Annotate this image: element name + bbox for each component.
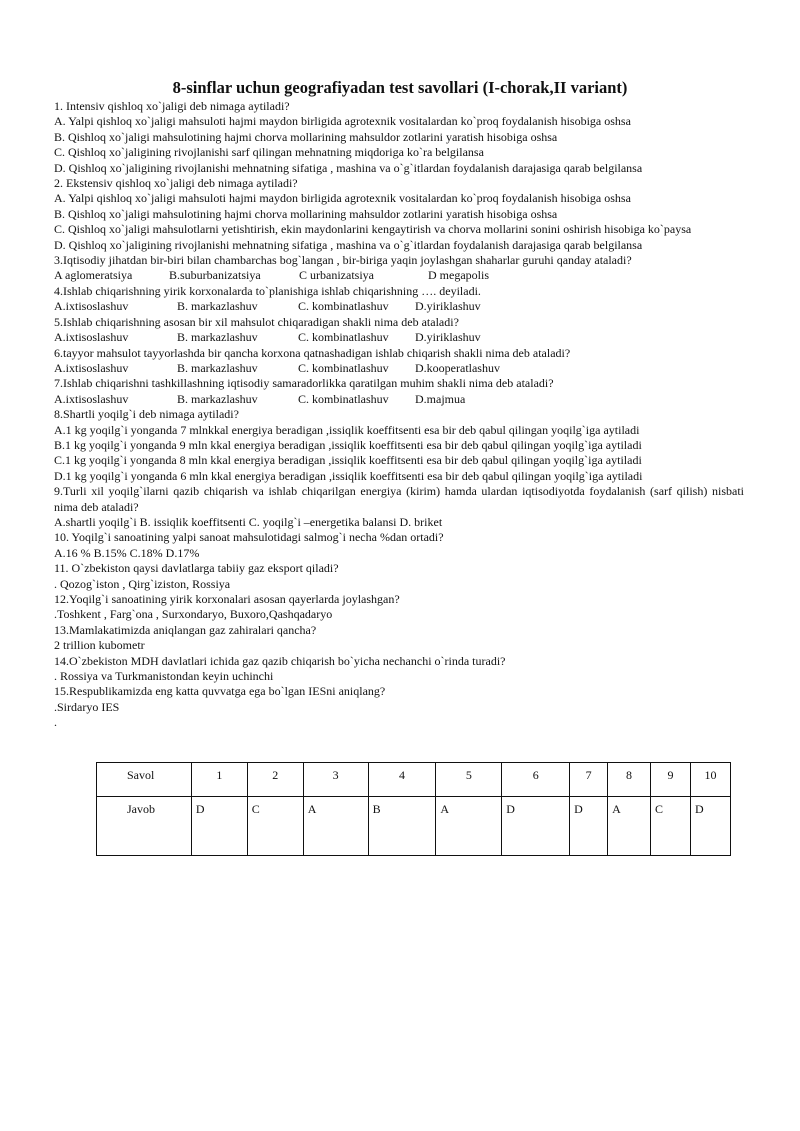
option: B.suburbanizatsiya	[169, 268, 261, 283]
question-14-answer: . Rossiya va Turkmanistondan keyin uchinchi	[54, 669, 274, 684]
answer-cell: C	[247, 797, 303, 856]
question-7: 7.Ishlab chiqarishni tashkillashning iqtisodiy samaradorlikka qaratilgan muhim shakli nima deb ataladi?	[54, 376, 554, 391]
question-number-cell: 5	[436, 763, 502, 797]
option: B. markazlashuv	[177, 330, 258, 345]
option: D.yiriklashuv	[415, 330, 481, 345]
question-8-option-c: C.1 kg yoqilg`i yonganda 8 mln kkal energiya beradigan ,issiqlik koeffitsenti esa bir deb qabul qilingan yoqilg`iga aytiladi	[54, 453, 642, 468]
question-10-options: A.16 % B.15% C.18% D.17%	[54, 545, 200, 560]
row-label-savol: Savol	[97, 763, 192, 797]
question-number-cell: 9	[651, 763, 691, 797]
answer-cell: A	[436, 797, 502, 856]
option: D.kooperatlashuv	[415, 360, 500, 375]
question-list	[54, 99, 744, 731]
question-13-answer: 2 trillion kubometr	[54, 638, 145, 653]
question-2-option-a: A. Yalpi qishloq xo`jaligi mahsuloti hajmi maydon birligida agrotexnik vositalardan ko`proq foydalanish hisobiga oshsa	[54, 191, 631, 206]
option: B. markazlashuv	[177, 360, 258, 375]
option: A.ixtisoslashuv	[54, 391, 129, 406]
question-number-cell: 8	[608, 763, 651, 797]
question-number-cell: 7	[570, 763, 608, 797]
question-8: 8.Shartli yoqilg`i deb nimaga aytiladi?	[54, 407, 239, 422]
question-1-option-b: B. Qishloq xo`jaligi mahsulotining hajmi chorva mollarining mahsuldor zotlarini yaratish hisobiga oshsa	[54, 129, 558, 144]
option: A.ixtisoslashuv	[54, 299, 129, 314]
option: A.ixtisoslashuv	[54, 360, 129, 375]
option: D.majmua	[415, 391, 466, 406]
answer-key-table	[96, 762, 731, 856]
question-2-option-b: B. Qishloq xo`jaligi mahsulotining hajmi chorva mollarining mahsuldor zotlarini yaratish hisobiga oshsa	[54, 206, 558, 221]
question-number-cell: 4	[368, 763, 436, 797]
question-12: 12.Yoqilg`i sanoatining yirik korxonalari asosan qayerlarda joylashgan?	[54, 592, 400, 606]
question-2-option-c: C. Qishloq xo`jaligi mahsulotlarni yetishtirish, ekin maydonlarini kengaytirish va chorva mollarini sonini oshirish hisobiga ko`paysa	[54, 222, 692, 237]
option: C. kombinatlashuv	[298, 360, 389, 375]
answer-cell: D	[690, 797, 730, 856]
question-9-options: A.shartli yoqilg`i B. issiqlik koeffitsenti C. yoqilg`i –energetika balansi D. briket	[54, 514, 443, 529]
question-13: 13.Mamlakatimizda aniqlangan gaz zahiralari qancha?	[54, 622, 317, 637]
question-4: 4.Ishlab chiqarishning yirik korxonalarda to`planishiga ishlab chiqarishning …. deyiladi.	[54, 283, 481, 298]
question-10: 10. Yoqilg`i sanoatining yalpi sanoat mahsulotidagi salmog`i necha %dan ortadi?	[54, 530, 444, 545]
question-8-option-a: A.1 kg yoqilg`i yonganda 7 mlnkkal energiya beradigan ,issiqlik koeffitsenti esa bir deb qabul qilingan yoqilg`iga aytiladi	[54, 422, 640, 437]
option: C urbanizatsiya	[299, 268, 374, 283]
question-1-option-a: A. Yalpi qishloq xo`jaligi mahsuloti hajmi maydon birligida agrotexnik vositalardan ko`proq foydalanish hisobiga oshsa	[54, 114, 631, 129]
question-1-option-c: C. Qishloq xo`jaligining rivojlanishi sarf qilingan mehnatning miqdoriga ko`ra belgilansa	[54, 145, 484, 160]
question-7-options	[54, 392, 744, 407]
question-6-options	[54, 361, 744, 376]
question-number-cell: 10	[690, 763, 730, 797]
answer-cell: A	[608, 797, 651, 856]
question-8-option-b: B.1 kg yoqilg`i yonganda 9 mln kkal energiya beradigan ,issiqlik koeffitsenti esa bir deb qabul qilingan yoqilg`iga aytiladi	[54, 437, 642, 452]
option: B. markazlashuv	[177, 391, 258, 406]
answer-cell: D	[570, 797, 608, 856]
option: C. kombinatlashuv	[298, 299, 389, 314]
question-number-cell: 3	[303, 763, 368, 797]
question-3: 3.Iqtisodiy jihatdan bir-biri bilan chambarchas bog`langan , bir-biriga yaqin joylashgan shaharlar guruhi qanday ataladi?	[54, 253, 632, 268]
question-2-option-d: D. Qishloq xo`jaligining rivojlanishi mehnatning sifatiga , mashina va o`g`itlardan foydalanish darajasiga qarab belgilansa	[54, 237, 643, 252]
question-number-cell: 6	[502, 763, 570, 797]
question-14: 14.O`zbekiston MDH davlatlari ichida gaz qazib chiqarish bo`yicha nechanchi o`rinda turadi?	[54, 653, 506, 668]
answer-cell: D	[191, 797, 247, 856]
option: D megapolis	[428, 268, 489, 283]
question-number-cell: 2	[247, 763, 303, 797]
question-number-row	[97, 763, 731, 797]
question-5-options	[54, 330, 744, 345]
question-1-option-d: D. Qishloq xo`jaligining rivojlanishi mehnatning sifatiga , mashina va o`g`itlardan foydalanish darajasiga qarab belgilansa	[54, 160, 643, 175]
question-6: 6.tayyor mahsulot tayyorlashda bir qancha korxona qatnashadigan ishlab chiqarish shakli nima deb ataladi?	[54, 345, 571, 360]
question-11: 11. O`zbekiston qaysi davlatlarga tabiiy gaz eksport qiladi?	[54, 561, 339, 576]
document-title: 8-sinflar uchun geografiyadan test savollari (I-chorak,II variant)	[172, 78, 628, 97]
answer-cell: C	[651, 797, 691, 856]
question-3-options	[54, 268, 744, 283]
question-5: 5.Ishlab chiqarishning asosan bir xil mahsulot chiqaradigan shakli nima deb ataladi?	[54, 314, 459, 329]
question-2: 2. Ekstensiv qishloq xo`jaligi deb nimaga aytiladi?	[54, 176, 298, 191]
option: B. markazlashuv	[177, 299, 258, 314]
question-15-answer: .Sirdaryo IES	[54, 699, 120, 714]
question-8-option-d: D.1 kg yoqilg`i yonganda 6 mln kkal energiya beradigan ,issiqlik koeffitsenti esa bir deb qabul qilingan yoqilg`iga aytiladi	[54, 468, 643, 483]
question-4-options	[54, 299, 744, 314]
option: A aglomeratsiya	[54, 268, 133, 283]
trailing-dot: .	[54, 715, 57, 730]
question-12-answer: .Toshkent , Farg`ona , Surxondaryo, Buxoro,Qashqadaryo	[54, 607, 333, 622]
answer-row	[97, 797, 731, 856]
question-11-answer: . Qozog`iston , Qirg`iziston, Rossiya	[54, 576, 231, 591]
question-1: 1. Intensiv qishloq xo`jaligi deb nimaga aytiladi?	[54, 99, 290, 113]
option: C. kombinatlashuv	[298, 330, 389, 345]
question-15: 15.Respublikamizda eng katta quvvatga ega bo`lgan IESni aniqlang?	[54, 684, 386, 699]
row-label-javob: Javob	[97, 797, 192, 856]
question-9: 9.Turli xil yoqilg`ilarni qazib chiqarish va ishlab chiqarilgan energiya (kirim) hamda ulardan iqtisodiyotda foydalanish (sarf qilish) nisbati nima deb ataladi?	[54, 484, 744, 514]
answer-cell: D	[502, 797, 570, 856]
option: D.yiriklashuv	[415, 299, 481, 314]
answer-cell: A	[303, 797, 368, 856]
answer-cell: B	[368, 797, 436, 856]
question-number-cell: 1	[191, 763, 247, 797]
option: A.ixtisoslashuv	[54, 330, 129, 345]
option: C. kombinatlashuv	[298, 391, 389, 406]
